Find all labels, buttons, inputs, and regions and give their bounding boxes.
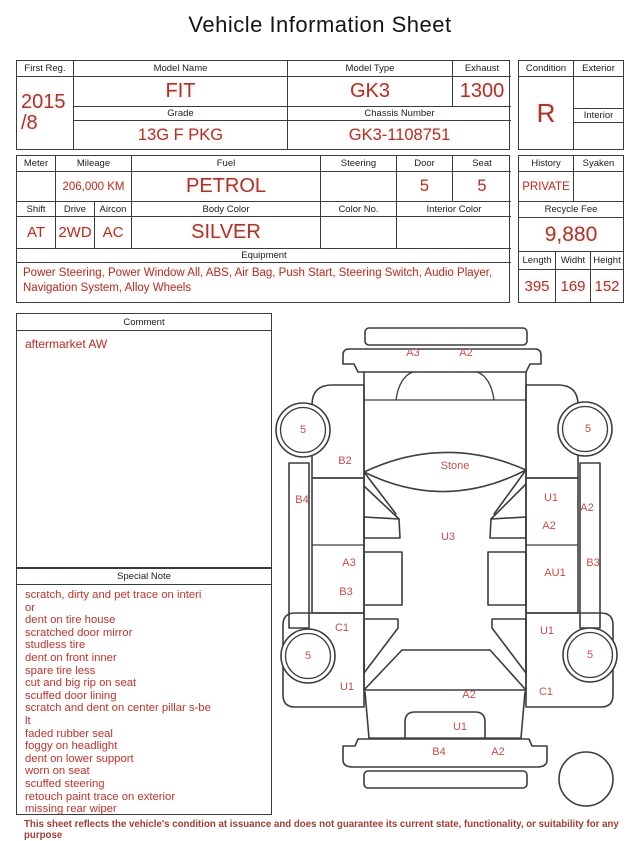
height-value: 152 bbox=[594, 277, 620, 295]
special-note-line: dent on lower support bbox=[25, 752, 134, 765]
vehicle-info-table bbox=[16, 60, 510, 150]
equipment-value: Power Steering, Power Window All, ABS, Air Bag, Push Start, Steering Switch, Audio Player, Navigation System, Alloy Wheels bbox=[23, 267, 493, 294]
special-note-line: scuffed steering bbox=[25, 777, 105, 790]
special-note-line: faded rubber seal bbox=[25, 727, 113, 740]
recycle-fee-header: Recycle Fee bbox=[519, 202, 623, 218]
spare-tire-circle bbox=[559, 752, 613, 806]
damage-label-u1: U1 bbox=[339, 681, 355, 693]
damage-label-a2: A2 bbox=[580, 502, 594, 514]
width-value: 169 bbox=[556, 270, 591, 302]
special-note-line: worn on seat bbox=[25, 765, 90, 778]
exterior-value bbox=[574, 77, 623, 109]
shift-header: Shift bbox=[17, 202, 56, 217]
aircon-header: Aircon bbox=[95, 202, 132, 217]
model-type-header: Model Type bbox=[288, 61, 453, 77]
damage-label-b4: B4 bbox=[295, 494, 309, 506]
special-note-line: foggy on headlight bbox=[25, 740, 118, 753]
damage-label-a3: A3 bbox=[406, 347, 420, 359]
damage-label-au1: AU1 bbox=[544, 567, 566, 579]
meter-header: Meter bbox=[17, 156, 56, 172]
length-header: Length bbox=[519, 252, 556, 270]
details-table bbox=[16, 155, 510, 303]
condition-header: Condition bbox=[519, 61, 574, 77]
steering-value bbox=[321, 172, 397, 202]
drive-value: 2WD bbox=[56, 217, 95, 249]
seat-header: Seat bbox=[453, 156, 511, 172]
damage-label-a2: A2 bbox=[459, 347, 473, 359]
damage-label-5: 5 bbox=[586, 649, 594, 661]
meter-value bbox=[17, 172, 56, 202]
damage-label-a2: A2 bbox=[491, 746, 505, 758]
condition-table bbox=[518, 60, 624, 150]
special-note-line: dent on front inner bbox=[25, 651, 117, 664]
page-title: Vehicle Information Sheet bbox=[188, 12, 452, 37]
first-reg-year: 2015 bbox=[21, 91, 66, 113]
damage-label-stone: Stone bbox=[440, 460, 470, 472]
width-header: Widht bbox=[556, 252, 591, 270]
color-no-value bbox=[321, 217, 397, 249]
equipment-header: Equipment bbox=[17, 249, 511, 263]
first-reg-value bbox=[17, 77, 74, 149]
damage-label-u1: U1 bbox=[543, 492, 559, 504]
damage-label-5: 5 bbox=[584, 423, 592, 435]
damage-label-u3: U3 bbox=[440, 531, 456, 543]
history-table bbox=[518, 155, 624, 303]
grade-header: Grade bbox=[74, 107, 288, 121]
chassis-number-value: GK3-1108751 bbox=[348, 125, 451, 144]
recycle-fee-value: 9,880 bbox=[519, 218, 623, 252]
damage-label-a2: A2 bbox=[462, 689, 476, 701]
door-header: Door bbox=[397, 156, 453, 172]
seat-value: 5 bbox=[453, 172, 511, 202]
comment-header: Comment bbox=[17, 314, 271, 331]
fuel-header: Fuel bbox=[132, 156, 321, 172]
comment-text: aftermarket AW bbox=[25, 337, 108, 351]
left-sill-strip bbox=[289, 463, 309, 628]
history-value: PRIVATE bbox=[519, 172, 574, 202]
special-note-line: spare tire less bbox=[25, 664, 96, 677]
first-reg-header: First Reg. bbox=[17, 61, 74, 77]
fuel-value: PETROL bbox=[132, 172, 321, 202]
interior-color-header: Interior Color bbox=[397, 202, 511, 217]
comment-box bbox=[16, 313, 272, 568]
mileage-header: Mileage bbox=[56, 156, 132, 172]
model-type-value: GK3 bbox=[288, 77, 453, 107]
special-note-line: scuffed door lining bbox=[25, 689, 117, 702]
special-note-box bbox=[16, 568, 272, 815]
exhaust-value: 1300 bbox=[453, 77, 511, 107]
disclaimer-text: This sheet reflects the vehicle's condition at issuance and does not guarantee its current state, functionality, or suitability for any purpose bbox=[24, 819, 619, 841]
special-note-line: lt bbox=[25, 714, 31, 727]
body-color-header: Body Color bbox=[132, 202, 321, 217]
damage-label-b2: B2 bbox=[338, 455, 352, 467]
chassis-number-header: Chassis Number bbox=[288, 107, 511, 121]
exterior-header: Exterior bbox=[574, 61, 623, 77]
rear-bottom-strip bbox=[364, 771, 527, 788]
damage-label-u1: U1 bbox=[452, 721, 468, 733]
damage-label-b3: B3 bbox=[339, 586, 353, 598]
door-value: 5 bbox=[397, 172, 453, 202]
special-note-line: scratch and dent on center pillar s-be bbox=[25, 702, 211, 715]
special-note-list bbox=[25, 589, 267, 816]
interior-value bbox=[574, 123, 623, 149]
grade-value: 13G F PKG bbox=[74, 121, 288, 149]
damage-label-a3: A3 bbox=[342, 557, 356, 569]
shift-value: AT bbox=[17, 217, 56, 249]
aircon-value: AC bbox=[95, 217, 132, 249]
condition-value: R bbox=[519, 77, 574, 149]
mileage-value: 206,000 KM bbox=[56, 172, 132, 202]
damage-label-5: 5 bbox=[299, 424, 307, 436]
color-no-header: Color No. bbox=[321, 202, 397, 217]
damage-label-b3: B3 bbox=[586, 557, 600, 569]
interior-header: Interior bbox=[574, 109, 623, 123]
drive-header: Drive bbox=[56, 202, 95, 217]
syaken-value bbox=[574, 172, 623, 202]
special-note-line: studless tire bbox=[25, 639, 86, 652]
special-note-line: dent on tire house bbox=[25, 614, 116, 627]
first-reg-month: /8 bbox=[21, 112, 38, 134]
damage-label-c1: C1 bbox=[538, 686, 554, 698]
damage-label-c1: C1 bbox=[334, 622, 350, 634]
special-note-line: cut and big rip on seat bbox=[25, 677, 137, 690]
front-bumper bbox=[343, 349, 541, 372]
height-header: Height bbox=[591, 252, 623, 270]
model-name-header: Model Name bbox=[74, 61, 288, 77]
model-name-value: FIT bbox=[74, 77, 288, 107]
special-note-line: scratch, dirty and pet trace on interi bbox=[25, 589, 202, 601]
special-note-line: retouch paint trace on exterior bbox=[25, 790, 176, 803]
car-damage-diagram bbox=[270, 318, 636, 814]
right-sill-strip bbox=[580, 463, 600, 628]
front-top-strip bbox=[365, 328, 527, 345]
car-outline bbox=[276, 328, 617, 806]
length-value: 395 bbox=[519, 270, 556, 302]
interior-color-value bbox=[397, 217, 511, 249]
damage-code-labels bbox=[295, 347, 599, 758]
special-note-line: scratched door mirror bbox=[25, 626, 133, 639]
steering-header: Steering bbox=[321, 156, 397, 172]
special-note-line: or bbox=[25, 601, 36, 614]
exhaust-header: Exhaust bbox=[453, 61, 511, 77]
syaken-header: Syaken bbox=[574, 156, 623, 172]
damage-label-b4: B4 bbox=[432, 746, 446, 758]
damage-label-a2: A2 bbox=[542, 520, 556, 532]
damage-label-u1: U1 bbox=[539, 625, 555, 637]
special-note-line: missing rear wiper bbox=[25, 803, 117, 816]
body-color-value: SILVER bbox=[132, 217, 321, 249]
history-header: History bbox=[519, 156, 574, 172]
damage-label-5: 5 bbox=[304, 650, 312, 662]
special-note-header: Special Note bbox=[17, 569, 271, 585]
